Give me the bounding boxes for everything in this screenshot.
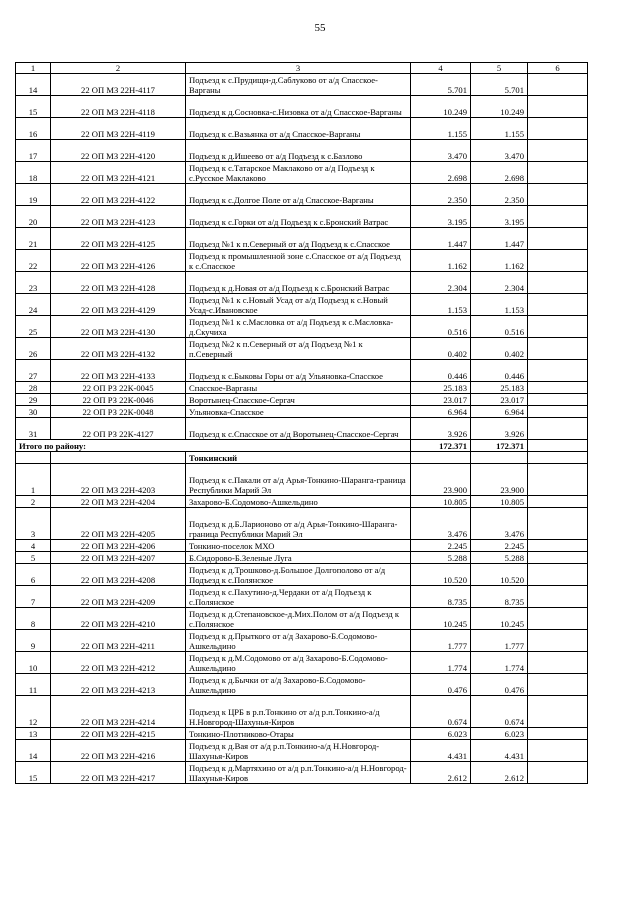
note-cell (528, 762, 588, 784)
road-id-cell: 22 ОП МЗ 22Н-4211 (51, 630, 186, 652)
table-row (16, 228, 588, 250)
length-total-cell: 8.735 (471, 586, 528, 608)
road-id-cell: 22 ОП МЗ 22Н-4123 (51, 206, 186, 228)
table-row (16, 294, 588, 316)
table-row (16, 508, 588, 540)
length-cell: 1.777 (411, 630, 471, 652)
length-total-cell: 2.698 (471, 162, 528, 184)
row-number: 14 (16, 74, 51, 96)
note-cell (528, 206, 588, 228)
note-cell (528, 140, 588, 162)
note-cell (528, 272, 588, 294)
table-row (16, 406, 588, 418)
length-cell: 1.153 (411, 294, 471, 316)
row-number: 24 (16, 294, 51, 316)
note-cell (528, 316, 588, 338)
road-name-cell: Ульяновка-Спасское (186, 406, 411, 418)
note-cell (528, 586, 588, 608)
table-row (16, 184, 588, 206)
road-name-cell: Подъезд к ЦРБ в р.п.Тонкино от а/д р.п.Тонкино-а/д Н.Новгород-Шахунья-Киров (186, 696, 411, 728)
length-cell: 0.402 (411, 338, 471, 360)
road-name-cell: Подъезд к с.Долгое Поле от а/д Спасское-Варганы (186, 184, 411, 206)
road-id-cell: 22 ОП МЗ 22Н-4121 (51, 162, 186, 184)
road-name-cell: Подъезд к д.Новая от а/д Подъезд к с.Бронский Ватрас (186, 272, 411, 294)
table-row (16, 496, 588, 508)
table-row (16, 338, 588, 360)
table-row (16, 250, 588, 272)
empty-cell (471, 452, 528, 464)
row-number: 5 (16, 552, 51, 564)
road-name-cell: Спасское-Варганы (186, 382, 411, 394)
note-cell (528, 118, 588, 140)
road-name-cell: Подъезд №1 к с.Масловка от а/д Подъезд к с.Масловка-д.Скучиха (186, 316, 411, 338)
table-row (16, 360, 588, 382)
road-name-cell: Подъезд к с.Прудищи-д.Саблуково от а/д Спасское-Варганы (186, 74, 411, 96)
length-cell: 2.350 (411, 184, 471, 206)
road-id-cell: 22 ОП РЗ 22К-0046 (51, 394, 186, 406)
length-total-cell: 0.516 (471, 316, 528, 338)
road-name-cell: Подъезд №1 к п.Северный от а/д Подъезд к с.Спасское (186, 228, 411, 250)
length-total-cell: 1.153 (471, 294, 528, 316)
length-total-cell: 4.431 (471, 740, 528, 762)
row-number: 16 (16, 118, 51, 140)
length-cell: 0.516 (411, 316, 471, 338)
road-id-cell: 22 ОП МЗ 22Н-4210 (51, 608, 186, 630)
table-row (16, 464, 588, 496)
row-number: 10 (16, 652, 51, 674)
note-cell (528, 294, 588, 316)
note-cell (528, 162, 588, 184)
road-id-cell: 22 ОП МЗ 22Н-4216 (51, 740, 186, 762)
table-row (16, 316, 588, 338)
road-id-cell: 22 ОП МЗ 22Н-4129 (51, 294, 186, 316)
length-cell: 4.431 (411, 740, 471, 762)
row-number: 19 (16, 184, 51, 206)
road-name-cell: Подъезд к д.Степановское-д.Мих.Полом от а/д Подъезд к с.Полянское (186, 608, 411, 630)
row-number: 6 (16, 564, 51, 586)
length-total-cell: 0.402 (471, 338, 528, 360)
length-cell: 8.735 (411, 586, 471, 608)
length-cell: 0.446 (411, 360, 471, 382)
length-total-cell: 6.964 (471, 406, 528, 418)
length-cell: 2.304 (411, 272, 471, 294)
length-total-cell: 2.612 (471, 762, 528, 784)
note-cell (528, 728, 588, 740)
table-row (16, 740, 588, 762)
road-id-cell: 22 ОП МЗ 22Н-4120 (51, 140, 186, 162)
note-cell (528, 418, 588, 440)
length-total-cell: 23.900 (471, 464, 528, 496)
length-total-cell: 10.805 (471, 496, 528, 508)
length-total-cell: 3.195 (471, 206, 528, 228)
length-total-cell: 1.155 (471, 118, 528, 140)
length-total-cell: 5.701 (471, 74, 528, 96)
road-id-cell: 22 ОП РЗ 22К-0045 (51, 382, 186, 394)
table-row (16, 418, 588, 440)
note-cell (528, 552, 588, 564)
note-cell (528, 696, 588, 728)
row-number: 22 (16, 250, 51, 272)
length-cell: 2.245 (411, 540, 471, 552)
row-number: 1 (16, 464, 51, 496)
road-name-cell: Подъезд к с.Спасское от а/д Воротынец-Спасское-Сергач (186, 418, 411, 440)
row-number: 4 (16, 540, 51, 552)
road-name-cell: Тонкино-Плотниково-Отары (186, 728, 411, 740)
road-id-cell: 22 ОП РЗ 22К-4127 (51, 418, 186, 440)
row-number: 15 (16, 762, 51, 784)
table-row (16, 118, 588, 140)
road-id-cell: 22 ОП МЗ 22Н-4213 (51, 674, 186, 696)
road-id-cell: 22 ОП МЗ 22Н-4130 (51, 316, 186, 338)
total-label: Итого по району: (16, 440, 411, 452)
note-cell (528, 630, 588, 652)
row-number: 7 (16, 586, 51, 608)
note-cell (528, 382, 588, 394)
note-cell (528, 96, 588, 118)
road-id-cell: 22 ОП МЗ 22Н-4215 (51, 728, 186, 740)
road-name-cell: Подъезд к с.Быковы Горы от а/д Ульяновка-Спасское (186, 360, 411, 382)
road-id-cell: 22 ОП МЗ 22Н-4132 (51, 338, 186, 360)
length-cell: 10.249 (411, 96, 471, 118)
length-total-cell: 1.774 (471, 652, 528, 674)
table-row (16, 652, 588, 674)
road-id-cell: 22 ОП МЗ 22Н-4133 (51, 360, 186, 382)
row-number: 23 (16, 272, 51, 294)
road-name-cell: Подъезд к д.Сосновка-с.Низовка от а/д Спасское-Варганы (186, 96, 411, 118)
length-total-cell: 3.476 (471, 508, 528, 540)
note-cell (528, 496, 588, 508)
district-section-row (16, 452, 588, 464)
row-number: 9 (16, 630, 51, 652)
length-cell: 23.900 (411, 464, 471, 496)
length-cell: 6.964 (411, 406, 471, 418)
note-cell (528, 540, 588, 552)
total-value: 172.371 (471, 440, 528, 452)
district-title: Тонкинский (186, 452, 411, 464)
length-total-cell: 0.446 (471, 360, 528, 382)
header-cell: 6 (528, 63, 588, 74)
table-row (16, 696, 588, 728)
row-number: 25 (16, 316, 51, 338)
length-cell: 10.245 (411, 608, 471, 630)
length-total-cell: 3.470 (471, 140, 528, 162)
row-number: 28 (16, 382, 51, 394)
table-row (16, 96, 588, 118)
note-cell (528, 360, 588, 382)
note-cell (528, 608, 588, 630)
length-total-cell: 25.183 (471, 382, 528, 394)
length-cell: 2.698 (411, 162, 471, 184)
road-name-cell: Подъезд №2 к п.Северный от а/д Подъезд №1 к п.Северный (186, 338, 411, 360)
empty-cell (411, 452, 471, 464)
empty-cell (528, 452, 588, 464)
header-cell: 1 (16, 63, 51, 74)
road-name-cell: Подъезд к д.Трошково-д.Большое Долгополово от а/д Подъезд к с.Полянское (186, 564, 411, 586)
row-number: 14 (16, 740, 51, 762)
length-total-cell: 0.476 (471, 674, 528, 696)
road-id-cell: 22 ОП МЗ 22Н-4117 (51, 74, 186, 96)
row-number: 27 (16, 360, 51, 382)
page-number: 55 (314, 22, 326, 34)
row-number: 11 (16, 674, 51, 696)
road-id-cell: 22 ОП МЗ 22Н-4125 (51, 228, 186, 250)
empty-cell (51, 452, 186, 464)
table-row (16, 394, 588, 406)
length-cell: 2.612 (411, 762, 471, 784)
table-row (16, 564, 588, 586)
note-cell (528, 740, 588, 762)
table-row (16, 540, 588, 552)
header-cell: 2 (51, 63, 186, 74)
row-number: 12 (16, 696, 51, 728)
length-total-cell: 5.288 (471, 552, 528, 564)
road-name-cell: Подъезд к с.Пахутино-д.Чердаки от а/д Подъезд к с.Полянское (186, 586, 411, 608)
road-name-cell: Подъезд к д.М.Содомово от а/д Захарово-Б.Содомово-Ашкельдино (186, 652, 411, 674)
length-total-cell: 10.245 (471, 608, 528, 630)
road-id-cell: 22 ОП МЗ 22Н-4217 (51, 762, 186, 784)
road-name-cell: Захарово-Б.Содомово-Ашкельдино (186, 496, 411, 508)
length-cell: 10.805 (411, 496, 471, 508)
district-total-row (16, 440, 588, 452)
row-number: 2 (16, 496, 51, 508)
length-cell: 23.017 (411, 394, 471, 406)
table-row (16, 206, 588, 228)
road-id-cell: 22 ОП МЗ 22Н-4214 (51, 696, 186, 728)
road-name-cell: Подъезд к с.Пакали от а/д Арья-Тонкино-Шаранга-граница Республики Марий Эл (186, 464, 411, 496)
note-cell (528, 674, 588, 696)
table-row (16, 140, 588, 162)
road-name-cell: Подъезд к д.Б.Ларионово от а/д Арья-Тонкино-Шаранга-граница Республики Марий Эл (186, 508, 411, 540)
note-cell (528, 406, 588, 418)
road-id-cell: 22 ОП МЗ 22Н-4209 (51, 586, 186, 608)
note-cell (528, 338, 588, 360)
note-cell (528, 508, 588, 540)
road-id-cell: 22 ОП МЗ 22Н-4128 (51, 272, 186, 294)
road-id-cell: 22 ОП МЗ 22Н-4122 (51, 184, 186, 206)
note-cell (528, 564, 588, 586)
length-total-cell: 6.023 (471, 728, 528, 740)
length-cell: 1.447 (411, 228, 471, 250)
length-cell: 3.470 (411, 140, 471, 162)
row-number: 17 (16, 140, 51, 162)
table-row (16, 674, 588, 696)
road-id-cell: 22 ОП МЗ 22Н-4204 (51, 496, 186, 508)
length-cell: 0.674 (411, 696, 471, 728)
note-cell (528, 74, 588, 96)
road-name-cell: Подъезд к с.Татарское Маклаково от а/д Подъезд к с.Русское Маклаково (186, 162, 411, 184)
header-cell: 3 (186, 63, 411, 74)
note-cell (528, 228, 588, 250)
length-cell: 3.476 (411, 508, 471, 540)
row-number: 30 (16, 406, 51, 418)
table-row (16, 586, 588, 608)
header-cell: 5 (471, 63, 528, 74)
road-id-cell: 22 ОП МЗ 22Н-4203 (51, 464, 186, 496)
length-total-cell: 1.777 (471, 630, 528, 652)
table-row (16, 382, 588, 394)
length-cell: 1.774 (411, 652, 471, 674)
note-cell (528, 440, 588, 452)
length-total-cell: 3.926 (471, 418, 528, 440)
road-name-cell: Тонкино-поселок МХО (186, 540, 411, 552)
road-name-cell: Подъезд к д.Мартяхино от а/д р.п.Тонкино-а/д Н.Новгород-Шахунья-Киров (186, 762, 411, 784)
length-cell: 6.023 (411, 728, 471, 740)
road-name-cell: Подъезд к д.Вая от а/д р.п.Тонкино-а/д Н.Новгород-Шахунья-Киров (186, 740, 411, 762)
road-name-cell: Подъезд №1 к с.Новый Усад от а/д Подъезд к с.Новый Усад-с.Ивановское (186, 294, 411, 316)
table-row (16, 272, 588, 294)
length-cell: 3.195 (411, 206, 471, 228)
length-total-cell: 10.249 (471, 96, 528, 118)
length-total-cell: 2.350 (471, 184, 528, 206)
table-row (16, 762, 588, 784)
length-total-cell: 23.017 (471, 394, 528, 406)
row-number: 8 (16, 608, 51, 630)
road-id-cell: 22 ОП МЗ 22Н-4205 (51, 508, 186, 540)
empty-cell (16, 452, 51, 464)
road-id-cell: 22 ОП РЗ 22К-0048 (51, 406, 186, 418)
note-cell (528, 464, 588, 496)
total-value: 172.371 (411, 440, 471, 452)
length-total-cell: 1.447 (471, 228, 528, 250)
road-name-cell: Воротынец-Спасское-Сергач (186, 394, 411, 406)
row-number: 15 (16, 96, 51, 118)
note-cell (528, 652, 588, 674)
table-row (16, 608, 588, 630)
length-total-cell: 0.674 (471, 696, 528, 728)
road-id-cell: 22 ОП МЗ 22Н-4208 (51, 564, 186, 586)
row-number: 13 (16, 728, 51, 740)
road-id-cell: 22 ОП МЗ 22Н-4119 (51, 118, 186, 140)
row-number: 31 (16, 418, 51, 440)
length-total-cell: 1.162 (471, 250, 528, 272)
road-name-cell: Подъезд к промышленной зоне с.Спасское от а/д Подъезд к с.Спасское (186, 250, 411, 272)
road-name-cell: Подъезд к с.Горки от а/д Подъезд к с.Бронский Ватрас (186, 206, 411, 228)
length-cell: 5.701 (411, 74, 471, 96)
road-name-cell: Б.Сидорово-Б.Зеленые Луга (186, 552, 411, 564)
length-total-cell: 2.245 (471, 540, 528, 552)
road-name-cell: Подъезд к д.Прыткого от а/д Захарово-Б.Содомово-Ашкельдино (186, 630, 411, 652)
row-number: 20 (16, 206, 51, 228)
row-number: 26 (16, 338, 51, 360)
length-cell: 1.162 (411, 250, 471, 272)
road-id-cell: 22 ОП МЗ 22Н-4206 (51, 540, 186, 552)
length-cell: 10.520 (411, 564, 471, 586)
road-id-cell: 22 ОП МЗ 22Н-4207 (51, 552, 186, 564)
road-id-cell: 22 ОП МЗ 22Н-4126 (51, 250, 186, 272)
road-id-cell: 22 ОП МЗ 22Н-4212 (51, 652, 186, 674)
note-cell (528, 250, 588, 272)
row-number: 21 (16, 228, 51, 250)
row-number: 29 (16, 394, 51, 406)
table-row (16, 630, 588, 652)
length-total-cell: 2.304 (471, 272, 528, 294)
table-row (16, 728, 588, 740)
length-cell: 1.155 (411, 118, 471, 140)
note-cell (528, 394, 588, 406)
header-cell: 4 (411, 63, 471, 74)
road-name-cell: Подъезд к с.Вазьянка от а/д Спасское-Варганы (186, 118, 411, 140)
table-row (16, 162, 588, 184)
header-row (16, 63, 588, 74)
length-cell: 25.183 (411, 382, 471, 394)
row-number: 18 (16, 162, 51, 184)
table-row (16, 74, 588, 96)
length-total-cell: 10.520 (471, 564, 528, 586)
road-name-cell: Подъезд к д.Бычки от а/д Захарово-Б.Содомово-Ашкельдино (186, 674, 411, 696)
length-cell: 3.926 (411, 418, 471, 440)
roads-table (15, 62, 588, 784)
table-row (16, 552, 588, 564)
road-name-cell: Подъезд к д.Ишеево от а/д Подъезд к с.Базлово (186, 140, 411, 162)
road-id-cell: 22 ОП МЗ 22Н-4118 (51, 96, 186, 118)
length-cell: 0.476 (411, 674, 471, 696)
length-cell: 5.288 (411, 552, 471, 564)
note-cell (528, 184, 588, 206)
row-number: 3 (16, 508, 51, 540)
